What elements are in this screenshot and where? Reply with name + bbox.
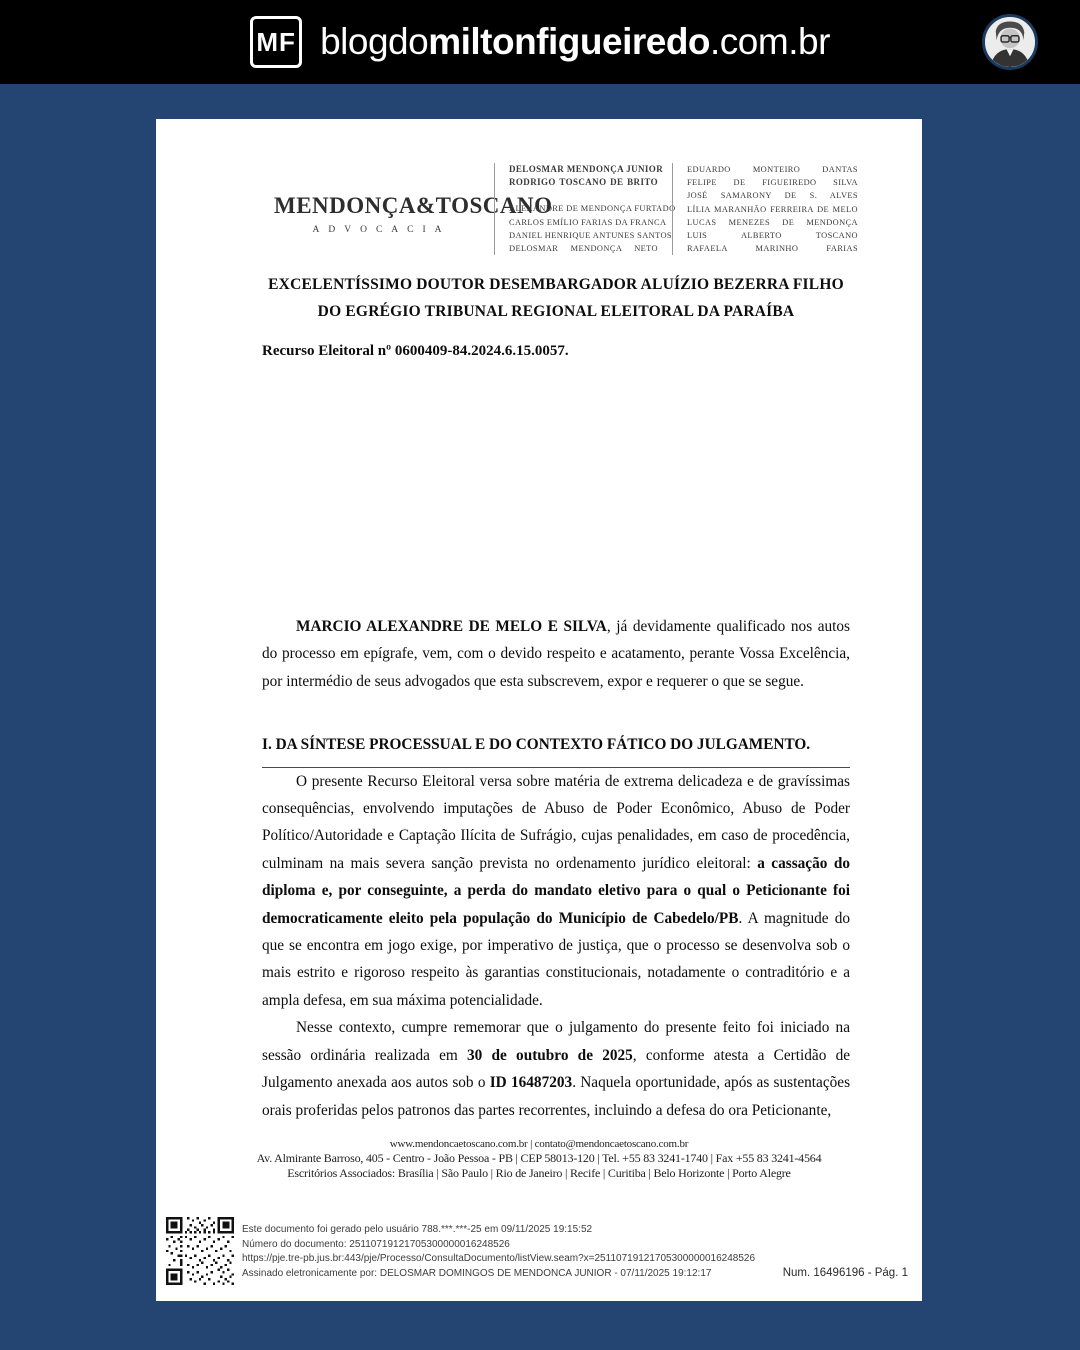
p2-text: O presente Recurso Eleitoral versa sobre matéria de extrema delicadeza e de gravíssimas consequências, envolvendo imputações de Abuso de Poder Econômico, Abuso de Poder Político/Autoridade e Captação Ilícita de Sufrágio, cujas penalidades, em caso de procedência, culminam na mais severa sanção prevista no ordenamento jurídico eleitoral:	[262, 772, 850, 872]
column-spacer	[509, 189, 658, 202]
judgment-date: 30 de outubro de 2025	[467, 1046, 633, 1064]
addressee-line: EXCELENTÍSSIMO DOUTOR DESEMBARGADOR ALUÍZIO BEZERRA FILHO	[268, 276, 844, 293]
associate-name: LUCAS MENEZES DE MENDONÇA	[687, 217, 858, 227]
partner-name: DELOSMAR MENDONÇA NETO	[509, 244, 658, 254]
brand-suffix: .com.br	[710, 21, 830, 62]
intro-paragraph	[262, 613, 850, 695]
author-photo-icon	[985, 17, 1035, 67]
p3-text: . Naquela oportunidade, após as sustentações orais proferidas pelos patronos das partes recorrentes, incluindo a defesa do ora Peticionante,	[262, 1074, 851, 1119]
associate-name: JOSÉ SAMARONY DE S. ALVES	[687, 191, 858, 201]
page-number: Num. 16496196 - Pág. 1	[782, 1267, 908, 1279]
p3-text: Nesse contexto, cumpre rememorar que o julgamento do presente feito foi iniciado na sessão ordinária realizada em	[262, 1019, 850, 1064]
site-header-inner	[0, 0, 1080, 84]
brand-prefix: blogdo	[320, 21, 429, 62]
meta-doc-number: Número do documento: 25110719121705300000016248526	[242, 1238, 510, 1250]
associate-name: LÍLIA MARANHÃO FERREIRA DE MELO	[687, 204, 858, 214]
partner-name: ALEXANDRE DE MENDONÇA FURTADO	[509, 204, 676, 214]
document-page	[156, 119, 922, 1301]
firm-subtitle: ADVOCACIA	[312, 225, 451, 235]
paragraph-2	[262, 768, 850, 1015]
meta-signature: Assinado eletronicamente por: DELOSMAR DOMINGOS DE MENDONCA JUNIOR - 07/11/2025 19:12:17	[242, 1267, 712, 1279]
party-name: MARCIO ALEXANDRE DE MELO E SILVA	[296, 618, 607, 635]
firm-name: MENDONÇA&TOSCANO	[274, 193, 553, 218]
mf-logo-text: MF	[256, 26, 296, 57]
qr-code	[166, 1217, 234, 1285]
paragraph-3	[262, 1014, 850, 1124]
firm-footer	[156, 1137, 922, 1181]
author-avatar[interactable]	[982, 14, 1038, 70]
addressee-line: DO EGRÉGIO TRIBUNAL REGIONAL ELEITORAL DA PARAÍBA	[317, 303, 795, 320]
partner-name: DELOSMAR MENDONÇA JUNIOR	[509, 164, 664, 174]
partner-name: CARLOS EMÍLIO FARIAS DA FRANCA	[509, 217, 667, 227]
p2-text: . A magnitude do que se encontra em jogo exige, por imperativo de justiça, que o processo se desenvolva sob o mais estrito e rigoroso respeito às garantias constitucionais, notadamente o contraditório e a ampla defesa, em sua máxima potencialidade.	[262, 909, 850, 1009]
firm-footer-contacts: www.mendoncaetoscano.com.br | contato@mendoncaetoscano.com.br	[389, 1138, 689, 1150]
document-id: ID 16487203	[489, 1074, 573, 1092]
meta-generated: Este documento foi gerado pelo usuário 788.***.***-25 em 09/11/2025 19:15:52	[242, 1224, 593, 1235]
firm-footer-offices: Escritórios Associados: Brasília | São Paulo | Rio de Janeiro | Recife | Curitiba | Belo Horizonte | Porto Alegre	[287, 1166, 791, 1180]
brand-bold: miltonfigueiredo	[428, 21, 711, 62]
site-brand-link[interactable]	[320, 21, 830, 63]
partner-name: RODRIGO TOSCANO DE BRITO	[509, 177, 658, 188]
associate-name: RAFAELA MARINHO FARIAS	[687, 244, 858, 254]
document-body	[262, 613, 850, 1124]
site-header	[0, 0, 1080, 84]
associate-name: FELIPE DE FIGUEIREDO SILVA	[687, 178, 858, 188]
p3-text: , conforme atesta a Certidão de Julgamento anexada aos autos sob o	[262, 1046, 851, 1092]
partners-column	[494, 163, 676, 255]
firm-identity	[274, 163, 553, 255]
section1-heading: I. DA SÍNTESE PROCESSUAL E DO CONTEXTO FÁTICO DO JULGAMENTO.	[262, 731, 850, 767]
letterhead	[274, 163, 858, 255]
partner-name: DANIEL HENRIQUE ANTUNES SANTOS	[509, 230, 672, 240]
document-metadata	[242, 1223, 862, 1281]
meta-url: https://pje.tre-pb.jus.br:443/pje/Processo/ConsultaDocumento/listView.seam?x=25110719121705300000016248526	[242, 1253, 756, 1265]
addressee-heading	[262, 271, 850, 325]
case-reference: Recurso Eleitoral nº 0600409-84.2024.6.15.0057.	[262, 343, 569, 359]
associate-name: EDUARDO MONTEIRO DANTAS	[687, 165, 858, 174]
firm-footer-address: Av. Almirante Barroso, 405 - Centro - João Pessoa - PB | CEP 58013-120 | Tel. +55 83 3241-1740 | Fax +55 83 3241-4564	[256, 1151, 822, 1165]
p2-bold-text: a cassação do diploma e, por conseguinte, a perda do mandato eletivo para o qual o Peticionante foi democraticamente eleito pela população do Município de Cabedelo/PB	[262, 854, 850, 927]
intro-text: , já devidamente qualificado nos autos do processo em epígrafe, vem, com o devido respeito e acatamento, perante Vossa Excelência, por intermédio de seus advogados que esta subscrevem, expor e requerer o que se segue.	[262, 618, 850, 690]
associate-name: LUIS ALBERTO TOSCANO	[687, 231, 858, 241]
mf-logo[interactable]	[250, 16, 302, 68]
associates-column	[672, 163, 858, 255]
